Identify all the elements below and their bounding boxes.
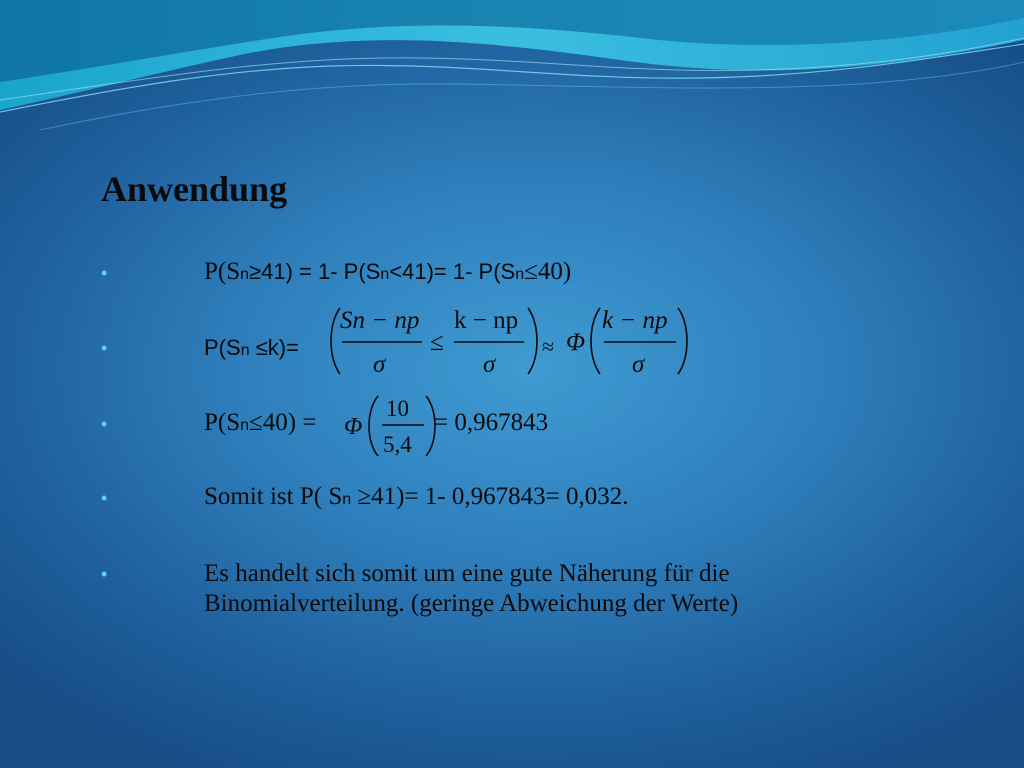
phi-symbol: Φ [344, 414, 363, 440]
bullet-item-1 [204, 258, 571, 286]
item-3-subscript: n [240, 417, 250, 434]
decorative-wave-header [0, 0, 1024, 130]
leq-symbol: ≤ [430, 329, 444, 356]
bullet-item-3 [204, 409, 316, 437]
item-2-subscript: n [240, 342, 250, 359]
approx-symbol: ≈ [542, 334, 555, 359]
bullet-item-4 [204, 483, 628, 511]
item-1-prefix: P(S [204, 258, 241, 285]
bullet-marker: • [101, 263, 108, 283]
item-4-prefix: Somit ist P( S [204, 483, 343, 510]
item-1-text-3: ≤40) [524, 258, 572, 285]
item-1-text: ≥41) = 1- P(S [249, 259, 381, 284]
slide-title: Anwendung [101, 169, 288, 209]
bullet-marker: • [101, 338, 108, 358]
item-5-line-1: Es handelt sich somit um eine gute Näherung für die [204, 560, 730, 587]
item-5-line-2: Binomialverteilung. (geringe Abweichung der Werte) [204, 590, 739, 617]
item-2-prefix: P(S [204, 335, 241, 360]
item-4-subscript: n [342, 491, 352, 508]
bullet-item-5 [204, 559, 904, 619]
fraction-2-denominator: σ [483, 351, 496, 378]
bullet-marker: • [101, 488, 108, 508]
item-2-text: ≤k)= [249, 335, 299, 360]
item-1-subscript-3: n [515, 266, 525, 283]
bullet-marker: • [101, 564, 108, 584]
phi-fraction-formula [340, 392, 440, 460]
bullet-item-2 [204, 335, 299, 361]
item-3-prefix: P(S [204, 409, 241, 436]
fraction-numerator: 10 [386, 396, 409, 421]
fraction-3-denominator: σ [632, 351, 645, 378]
fraction-3-numerator: k − np [602, 307, 668, 334]
phi-symbol: Φ [566, 329, 586, 356]
item-1-text-2: <41)= 1- P(S [389, 259, 516, 284]
normal-approximation-formula [326, 302, 696, 380]
fraction-1-numerator: Sn − np [340, 307, 420, 334]
item-1-subscript: n [240, 266, 250, 283]
item-4-text: ≥41)= 1- 0,967843= 0,032. [351, 483, 629, 510]
fraction-2-numerator: k − np [454, 307, 519, 334]
item-3-result: = 0,967843 [434, 409, 549, 436]
fraction-denominator: 5,4 [383, 432, 412, 457]
fraction-1-denominator: σ [373, 351, 386, 378]
item-3-text: ≤40) = [249, 409, 317, 436]
bullet-marker: • [101, 414, 108, 434]
item-1-subscript-2: n [380, 266, 390, 283]
